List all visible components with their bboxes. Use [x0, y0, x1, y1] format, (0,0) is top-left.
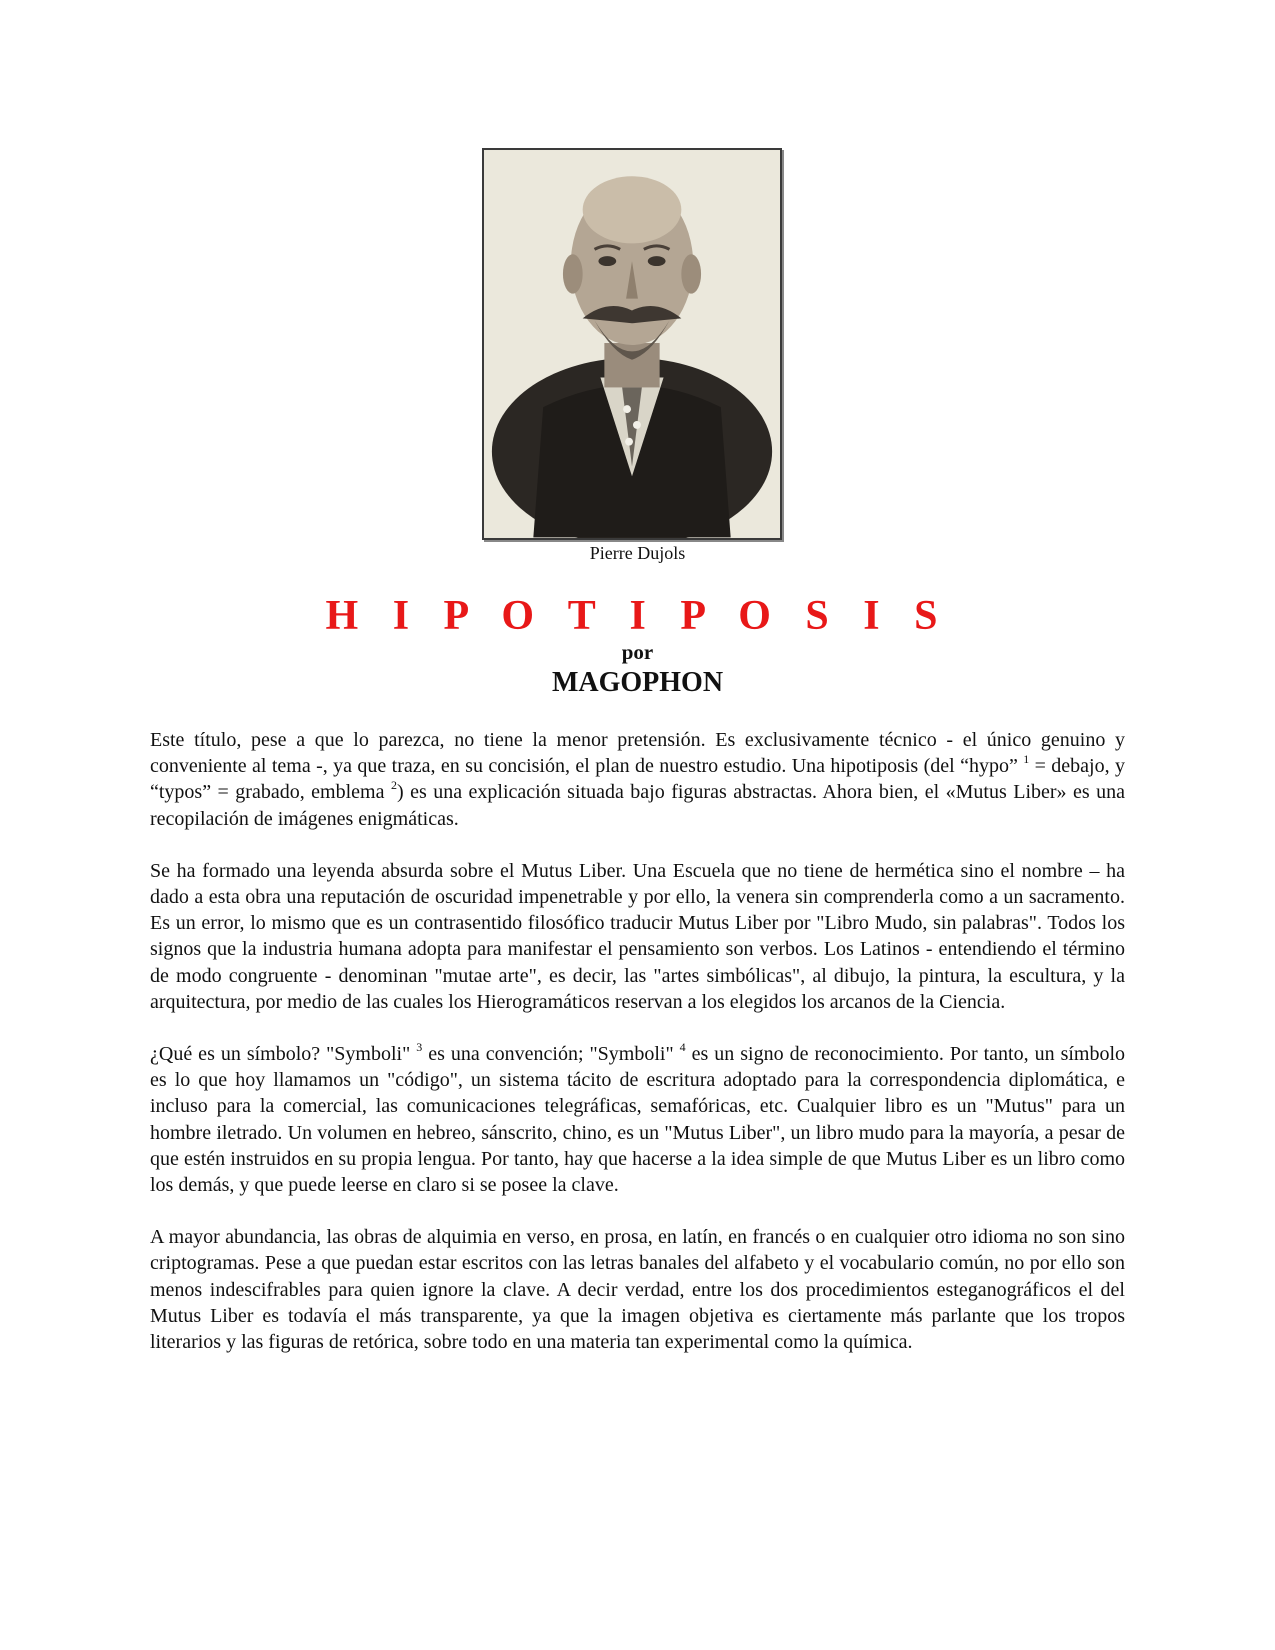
byline-por: por	[621, 640, 654, 664]
portrait-photo	[482, 148, 782, 540]
paragraph-3-text-b: es una convención; "Symboli"	[422, 1043, 680, 1066]
document-body	[150, 727, 1125, 1381]
paragraph-1-text-b: = debajo, y “typos” = grabado, emblema	[150, 755, 1125, 804]
author-name: MAGOPHON	[551, 667, 724, 698]
photo-caption: Pierre Dujols	[589, 543, 686, 563]
footnote-ref-4[interactable]: 4	[679, 1040, 686, 1055]
portrait-icon	[484, 150, 780, 538]
paragraph-1	[150, 727, 1125, 832]
footnote-ref-1[interactable]: 1	[1023, 752, 1030, 767]
paragraph-2: Se ha formado una leyenda absurda sobre el Mutus Liber. Una Escuela que no tiene de hermética sino el nombre – ha dado a esta obra una reputación de oscuridad impenetrable y por ello, la venera sin comprenderla como a un sacramento. Es un error, lo mismo que es un contrasentido filosófico traducir Mutus Liber por "Libro Mudo, sin palabras". Todos los signos que la industria humana adopta para manifestar el pensamiento son verbos. Los Latinos - entendiendo el término de modo congruente - denominan "mutae arte", es decir, las "artes simbólicas", al dibujo, la pintura, la escultura, y la arquitectura, por medio de las cuales los Hierogramáticos reservan a los elegidos los arcanos de la Ciencia.	[150, 859, 1125, 1013]
paragraph-3-text-a: ¿Qué es un símbolo? "Symboli"	[150, 1043, 417, 1066]
document-title: H I P O T I P O S I S	[325, 593, 950, 639]
footnote-ref-2[interactable]: 2	[390, 778, 397, 793]
footnote-ref-3[interactable]: 3	[416, 1040, 423, 1055]
paragraph-1-text-a: Este título, pese a que lo parezca, no tiene la menor pretensión. Es exclusivamente técnico - el único genuino y conveniente al tema -, ya que traza, en su concisión, el plan de nuestro estudio. Una hipotiposis (del “hypo”	[150, 729, 1125, 778]
paragraph-4: A mayor abundancia, las obras de alquimia en verso, en prosa, en latín, en francés o en cualquier otro idioma no son sino criptogramas. Pese a que puedan estar escritos con las letras banales del alfabeto y el vocabulario común, no por ello son menos indescifrables para quien ignore la clave. A decir verdad, entre los dos procedimientos esteganográficos el del Mutus Liber es todavía el más transparente, ya que la imagen objetiva es ciertamente más parlante que los tropos literarios y las figuras de retórica, sobre todo en una materia tan experimental como la química.	[150, 1226, 1125, 1354]
paragraph-3-text-c: es un signo de reconocimiento. Por tanto, un símbolo es lo que hoy llamamos un "código", un sistema tácito de escritura adoptado para la correspondencia diplomática, e incluso para la comercial, las comunicaciones telegráficas, semafóricas, etc. Cualquier libro es un "Mutus" para un hombre iletrado. Un volumen en hebreo, sánscrito, chino, es un "Mutus Liber", un libro mudo para la mayoría, a pesar de que estén instruidos en su propia lengua. Por tanto, hay que hacerse a la idea simple de que Mutus Liber es un libro como los demás, y que puede leerse en claro si se posee la clave.	[150, 1043, 1126, 1197]
paragraph-1-text-c: ) es una explicación situada bajo figuras abstractas. Ahora bien, el «Mutus Liber» es una recopilación de imágenes enigmáticas.	[150, 781, 1126, 830]
paragraph-3	[150, 1041, 1125, 1198]
